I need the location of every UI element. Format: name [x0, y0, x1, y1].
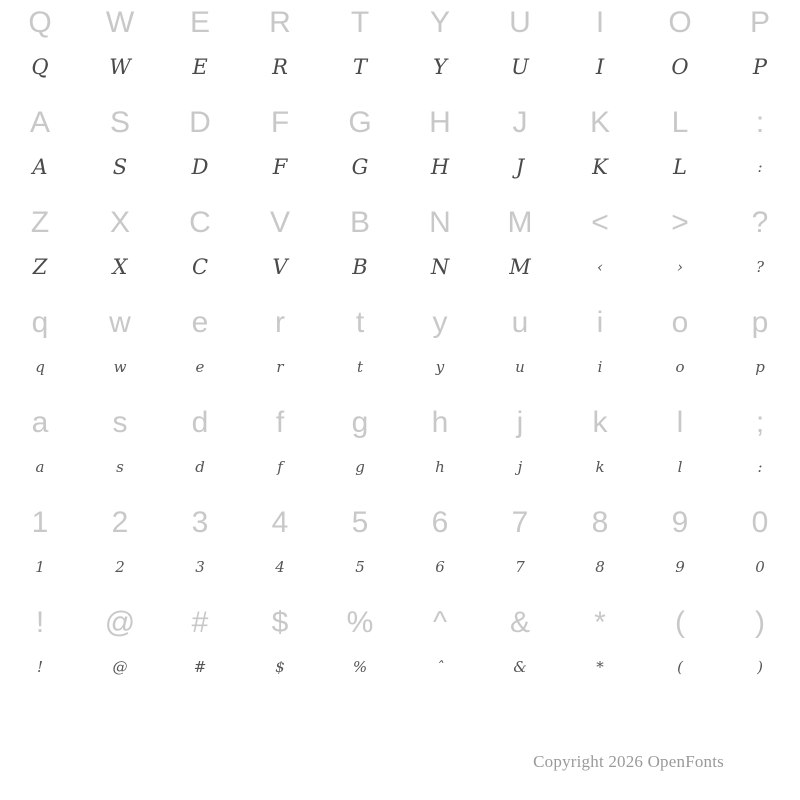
key-glyph: *: [596, 658, 604, 676]
key-label: p: [751, 306, 769, 339]
key-glyph: s: [116, 458, 124, 476]
key-cell: [240, 0, 320, 100]
key-label: k: [592, 406, 608, 439]
key-label: s: [112, 406, 128, 439]
key-glyph: ): [757, 658, 763, 676]
key-label: ;: [755, 406, 765, 439]
key-glyph: %: [352, 658, 368, 676]
key-label: O: [668, 6, 692, 39]
key-cell: [720, 0, 800, 100]
key-cell: [240, 100, 320, 200]
key-label: H: [429, 106, 451, 139]
key-cell: [0, 300, 80, 400]
key-label: W: [105, 6, 135, 39]
key-cell: [640, 400, 720, 500]
key-cell: [400, 0, 480, 100]
key-glyph: D: [191, 155, 209, 179]
key-cell: [640, 500, 720, 600]
key-label: l: [676, 406, 684, 439]
key-label: 4: [271, 506, 289, 539]
key-label: L: [671, 106, 689, 139]
key-cell: [560, 400, 640, 500]
key-label: *: [594, 606, 606, 639]
row-symbols: [0, 600, 800, 700]
key-glyph: w: [113, 358, 127, 376]
key-label: ^: [432, 606, 448, 639]
key-cell: [240, 200, 320, 300]
key-label: <: [591, 206, 609, 239]
key-cell: [400, 400, 480, 500]
key-glyph: 8: [595, 558, 605, 576]
key-glyph: i: [597, 358, 603, 376]
key-glyph: u: [515, 358, 525, 376]
key-glyph: p: [755, 358, 765, 376]
key-glyph: y: [435, 358, 445, 376]
key-label: 5: [351, 506, 369, 539]
key-cell: [240, 300, 320, 400]
key-glyph: @: [112, 658, 128, 676]
key-label: T: [350, 6, 370, 39]
key-label: &: [509, 606, 530, 639]
key-cell: [160, 200, 240, 300]
key-glyph: t: [356, 358, 364, 376]
key-cell: [160, 600, 240, 700]
key-glyph: 2: [115, 558, 125, 576]
key-cell: [80, 0, 160, 100]
key-label: E: [189, 6, 210, 39]
key-cell: [240, 500, 320, 600]
key-label: 3: [191, 506, 209, 539]
key-cell: [80, 300, 160, 400]
key-glyph: P: [752, 55, 768, 79]
key-cell: [0, 0, 80, 100]
key-cell: [560, 300, 640, 400]
key-label: U: [509, 6, 531, 39]
key-label: N: [429, 206, 451, 239]
key-label: :: [755, 106, 765, 139]
key-glyph: G: [351, 155, 369, 179]
key-cell: [480, 0, 560, 100]
key-label: K: [589, 106, 610, 139]
key-label: Z: [30, 206, 50, 239]
key-glyph: ›: [677, 258, 683, 276]
key-glyph: N: [430, 255, 450, 279]
key-cell: [720, 500, 800, 600]
key-glyph: V: [272, 255, 288, 279]
key-cell: [560, 600, 640, 700]
key-cell: [720, 100, 800, 200]
key-glyph: q: [35, 358, 45, 376]
key-glyph: $: [275, 658, 285, 676]
key-label: P: [749, 6, 770, 39]
key-cell: [400, 600, 480, 700]
key-cell: [720, 300, 800, 400]
key-label: D: [189, 106, 211, 139]
key-label: 0: [751, 506, 769, 539]
key-cell: [320, 400, 400, 500]
key-cell: [640, 600, 720, 700]
key-glyph: Q: [31, 55, 49, 79]
key-label: Q: [28, 6, 52, 39]
key-cell: [640, 300, 720, 400]
key-label: f: [275, 406, 285, 439]
key-label: X: [109, 206, 130, 239]
key-label: G: [348, 106, 372, 139]
key-label: M: [507, 206, 533, 239]
key-glyph: K: [592, 155, 608, 179]
key-cell: [0, 400, 80, 500]
key-glyph: !: [36, 658, 44, 676]
key-glyph: e: [195, 358, 205, 376]
key-label: i: [596, 306, 604, 339]
key-cell: [480, 600, 560, 700]
key-glyph: U: [511, 55, 529, 79]
key-cell: [80, 100, 160, 200]
key-label: o: [671, 306, 689, 339]
key-label: $: [271, 606, 289, 639]
key-cell: [0, 500, 80, 600]
key-label: (: [675, 606, 685, 639]
copyright-notice: Copyright 2026 OpenFonts: [533, 752, 724, 771]
key-label: !: [35, 606, 45, 639]
key-label: a: [31, 406, 49, 439]
key-cell: [560, 0, 640, 100]
key-glyph: d: [195, 458, 205, 476]
key-cell: [320, 300, 400, 400]
key-label: A: [29, 106, 50, 139]
key-glyph: 5: [355, 558, 365, 576]
row-asdf-lower: [0, 400, 800, 500]
key-label: J: [512, 106, 528, 139]
key-glyph: A: [32, 155, 48, 179]
key-label: 9: [671, 506, 689, 539]
key-label: Y: [429, 6, 450, 39]
key-cell: [640, 0, 720, 100]
key-glyph: h: [435, 458, 445, 476]
key-cell: [0, 600, 80, 700]
key-glyph: ˆ: [436, 658, 444, 676]
key-label: ?: [751, 206, 769, 239]
key-glyph: r: [276, 358, 284, 376]
key-glyph: :: [757, 458, 763, 476]
key-cell: [80, 600, 160, 700]
key-cell: [400, 300, 480, 400]
key-glyph: Z: [32, 255, 48, 279]
key-cell: [0, 100, 80, 200]
key-cell: [160, 500, 240, 600]
key-label: @: [104, 606, 136, 639]
key-cell: [720, 200, 800, 300]
key-label: #: [191, 606, 209, 639]
key-label: 8: [591, 506, 609, 539]
key-cell: [80, 200, 160, 300]
key-glyph: I: [595, 55, 605, 79]
key-label: C: [189, 206, 211, 239]
key-label: d: [191, 406, 209, 439]
key-label: r: [275, 306, 285, 339]
row-qwerty-upper: [0, 0, 800, 100]
key-glyph: 3: [195, 558, 205, 576]
key-glyph: 1: [35, 558, 45, 576]
key-glyph: F: [272, 155, 288, 179]
key-label: j: [516, 406, 524, 439]
key-glyph: #: [193, 658, 207, 676]
key-glyph: 0: [755, 558, 765, 576]
key-label: q: [31, 306, 49, 339]
key-cell: [480, 400, 560, 500]
key-cell: [320, 600, 400, 700]
key-cell: [80, 500, 160, 600]
key-label: R: [269, 6, 291, 39]
key-glyph: k: [595, 458, 605, 476]
key-label: F: [270, 106, 290, 139]
key-glyph: B: [352, 255, 368, 279]
key-glyph: X: [112, 255, 128, 279]
key-glyph: &: [513, 658, 527, 676]
key-label: h: [431, 406, 449, 439]
key-glyph: ‹: [597, 258, 603, 276]
key-glyph: W: [109, 55, 131, 79]
key-cell: [400, 100, 480, 200]
key-label: g: [351, 406, 369, 439]
key-cell: [240, 600, 320, 700]
key-cell: [320, 0, 400, 100]
key-glyph: j: [517, 458, 523, 476]
key-glyph: H: [430, 155, 450, 179]
key-glyph: l: [677, 458, 683, 476]
key-cell: [80, 400, 160, 500]
key-label: u: [511, 306, 529, 339]
key-glyph: O: [671, 55, 689, 79]
key-glyph: 4: [275, 558, 285, 576]
key-cell: [640, 100, 720, 200]
row-zxcv-upper: [0, 200, 800, 300]
key-label: 7: [511, 506, 529, 539]
key-cell: [160, 0, 240, 100]
key-cell: [560, 500, 640, 600]
key-label: ): [755, 606, 765, 639]
key-cell: [160, 400, 240, 500]
key-label: B: [349, 206, 370, 239]
key-glyph: g: [355, 458, 365, 476]
key-glyph: 7: [515, 558, 525, 576]
key-cell: [720, 400, 800, 500]
key-cell: [160, 300, 240, 400]
key-cell: [320, 200, 400, 300]
key-cell: [240, 400, 320, 500]
key-glyph: L: [673, 155, 687, 179]
key-label: w: [109, 306, 131, 339]
key-glyph: J: [515, 155, 525, 179]
key-glyph: 9: [675, 558, 685, 576]
key-glyph: a: [35, 458, 45, 476]
key-glyph: (: [677, 658, 683, 676]
key-label: 2: [111, 506, 129, 539]
key-cell: [320, 100, 400, 200]
key-glyph: Y: [433, 55, 447, 79]
key-glyph: ?: [755, 258, 765, 276]
row-digits: [0, 500, 800, 600]
key-cell: [720, 600, 800, 700]
key-label: S: [109, 106, 130, 139]
key-cell: [480, 200, 560, 300]
key-glyph: E: [192, 55, 208, 79]
key-cell: [0, 200, 80, 300]
key-glyph: T: [352, 55, 367, 79]
row-asdf-upper: [0, 100, 800, 200]
key-label: V: [269, 206, 290, 239]
key-glyph: S: [112, 155, 128, 179]
key-cell: [160, 100, 240, 200]
key-label: e: [191, 306, 209, 339]
key-label: %: [346, 606, 374, 639]
key-label: t: [355, 306, 365, 339]
key-glyph: M: [509, 255, 531, 279]
key-glyph: R: [272, 55, 288, 79]
key-cell: [480, 300, 560, 400]
key-glyph: 6: [435, 558, 445, 576]
key-glyph: C: [191, 255, 209, 279]
key-cell: [400, 200, 480, 300]
key-cell: [640, 200, 720, 300]
key-glyph: o: [675, 358, 685, 376]
key-cell: [480, 100, 560, 200]
key-label: >: [671, 206, 689, 239]
key-label: 1: [31, 506, 49, 539]
key-cell: [480, 500, 560, 600]
key-glyph: f: [277, 458, 283, 476]
key-label: y: [432, 306, 448, 339]
key-cell: [400, 500, 480, 600]
key-cell: [560, 200, 640, 300]
key-cell: [560, 100, 640, 200]
key-label: 6: [431, 506, 449, 539]
key-label: I: [595, 6, 605, 39]
key-glyph: :: [757, 158, 763, 176]
key-cell: [320, 500, 400, 600]
row-qwerty-lower: [0, 300, 800, 400]
